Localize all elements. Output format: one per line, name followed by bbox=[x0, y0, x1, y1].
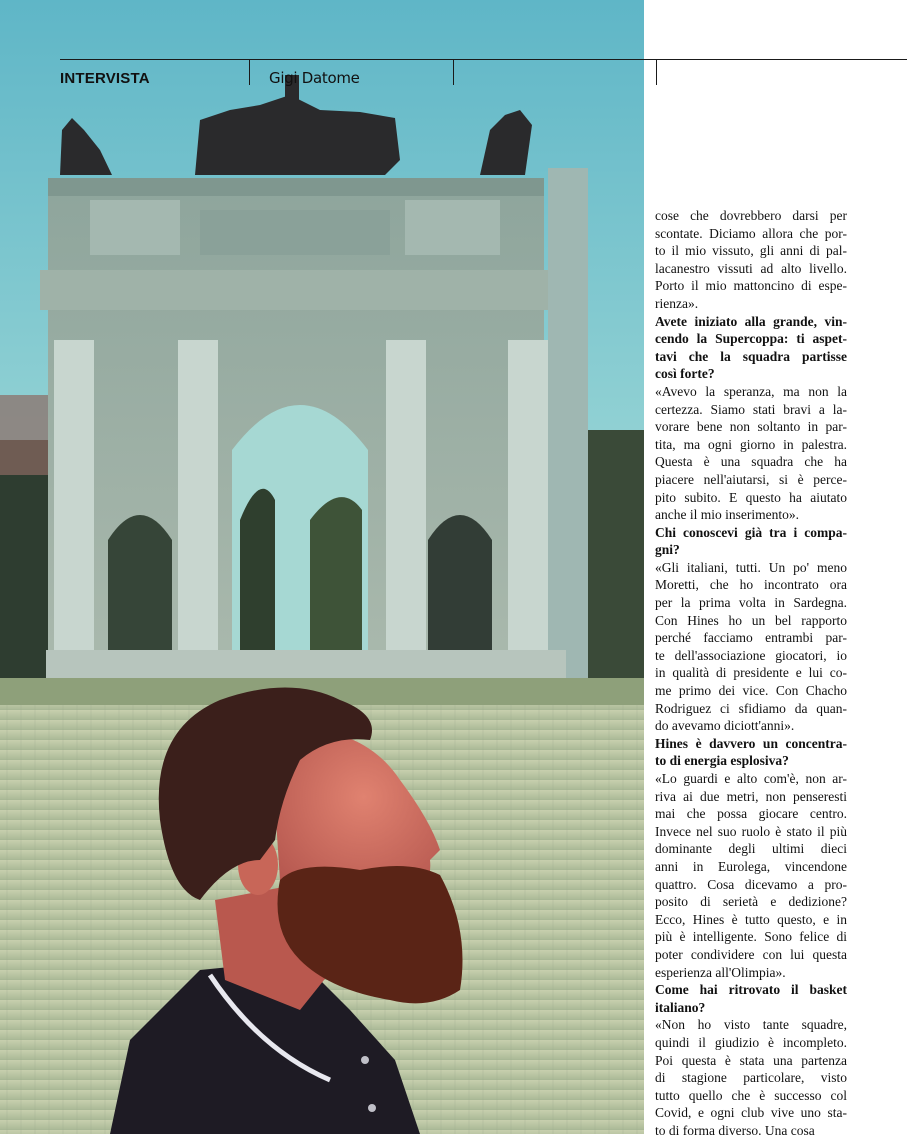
text-line: «Gli italiani, tutti. Un po' meno bbox=[655, 559, 847, 575]
text-line: italiano? bbox=[655, 999, 706, 1015]
text-line: tavi che la squadra partisse bbox=[655, 348, 847, 364]
text-line: quindi il giudizio è incompleto. bbox=[655, 1034, 847, 1050]
text-line: tutto quello che è successo col bbox=[655, 1087, 847, 1103]
text-line: rienza». bbox=[655, 295, 699, 311]
text-line: piacere nell'aiutarsi, si è perce- bbox=[655, 471, 847, 487]
article-column bbox=[655, 207, 847, 1139]
header-divider bbox=[453, 59, 454, 85]
text-line: scontate. Diciamo allora che por- bbox=[655, 225, 847, 241]
text-line: Questa è una squadra che ha bbox=[655, 454, 847, 470]
text-line: Con Hines ho un bel rapporto bbox=[655, 612, 847, 628]
text-line: Covid, e ogni club vive uno sta- bbox=[655, 1105, 847, 1121]
arch-illustration bbox=[40, 168, 588, 680]
text-line: tita, ma ogni giorno in palestra. bbox=[655, 436, 847, 452]
header-divider bbox=[249, 59, 250, 85]
text-line: posito di serietà e dedizione? bbox=[655, 894, 847, 910]
header-rule bbox=[60, 59, 907, 60]
text-line: poter condividere con lui questa bbox=[655, 946, 847, 962]
text-line: lacanestro vissuti ad alto livello. bbox=[655, 260, 847, 276]
text-line: esperienza all'Olimpia». bbox=[655, 964, 786, 980]
interview-answer bbox=[655, 770, 847, 981]
text-line: pito subito. E questo ha aiutato bbox=[655, 489, 847, 505]
text-line: Invece nel suo ruolo è stato il più bbox=[655, 823, 847, 839]
text-line: riva ai due metri, non penseresti bbox=[655, 788, 847, 804]
byline: Gigi Datome bbox=[269, 69, 360, 87]
interview-question bbox=[655, 735, 847, 770]
header-divider bbox=[656, 59, 657, 85]
text-line: Poi questa è stata una partenza bbox=[655, 1052, 847, 1068]
text-line: «Lo guardi e alto com'è, non ar- bbox=[655, 771, 847, 786]
text-line: to il mio vissuto, gli anni di pal- bbox=[655, 243, 847, 259]
interview-answer bbox=[655, 207, 847, 313]
text-line: anni in Eurolega, vincendone bbox=[655, 858, 847, 874]
text-line: così forte? bbox=[655, 366, 715, 382]
section-label: INTERVISTA bbox=[60, 70, 150, 87]
text-line: di stagione particolare, visto bbox=[655, 1070, 847, 1086]
text-line: Hines è davvero un concentra- bbox=[655, 735, 847, 751]
text-line: cose che dovrebbero darsi per bbox=[655, 208, 847, 223]
text-line: anche il mio inserimento». bbox=[655, 507, 799, 523]
text-line: cendo la Supercoppa: ti aspet- bbox=[655, 331, 847, 347]
text-line: perché facciamo entrambi par- bbox=[655, 630, 847, 646]
text-line: quattro. Cosa dicevamo a pro- bbox=[655, 876, 847, 892]
text-line: «Non ho visto tante squadre, bbox=[655, 1017, 847, 1033]
interview-question bbox=[655, 313, 847, 383]
interview-question bbox=[655, 981, 847, 1016]
text-line: dominante degli ultimi dieci bbox=[655, 841, 847, 857]
text-line: do avevamo diciott'anni». bbox=[655, 718, 795, 734]
interview-answer bbox=[655, 1016, 847, 1139]
text-line: Avete iniziato alla grande, vin- bbox=[655, 313, 847, 329]
interview-answer bbox=[655, 383, 847, 524]
text-line: Ecco, Hines è tutto questo, e in bbox=[655, 911, 847, 927]
text-line: in qualità di presidente e lui co- bbox=[655, 665, 847, 681]
text-line: mai che possa giocare centro. bbox=[655, 806, 847, 822]
text-line: me primo dei vice. Con Chacho bbox=[655, 683, 847, 699]
text-line: Chi conoscevi già tra i compa- bbox=[655, 524, 847, 540]
text-line: vorare bene non soltanto in par- bbox=[655, 419, 847, 435]
text-line: Porto il mio mattoncino di espe- bbox=[655, 278, 847, 294]
text-line: to di energia esplosiva? bbox=[655, 753, 789, 769]
text-line: gni? bbox=[655, 542, 680, 558]
text-line: più è intelligente. Sono felice di bbox=[655, 929, 847, 945]
text-line: certezza. Siamo stati bravi a la- bbox=[655, 401, 847, 417]
text-line: Moretti, che ho incontrato ora bbox=[655, 577, 847, 593]
interview-question bbox=[655, 524, 847, 559]
text-line: Come hai ritrovato il basket bbox=[655, 982, 847, 998]
text-line: te dell'associazione giocatori, io bbox=[655, 647, 847, 663]
interview-answer bbox=[655, 559, 847, 735]
text-line: «Avevo la speranza, ma non la bbox=[655, 383, 847, 399]
text-line: to di forma diverso. Una cosa bbox=[655, 1122, 815, 1138]
text-line: per la prima volta in Sardegna. bbox=[655, 595, 847, 611]
text-line: Rodriguez ci sfidiamo da quan- bbox=[655, 700, 847, 716]
